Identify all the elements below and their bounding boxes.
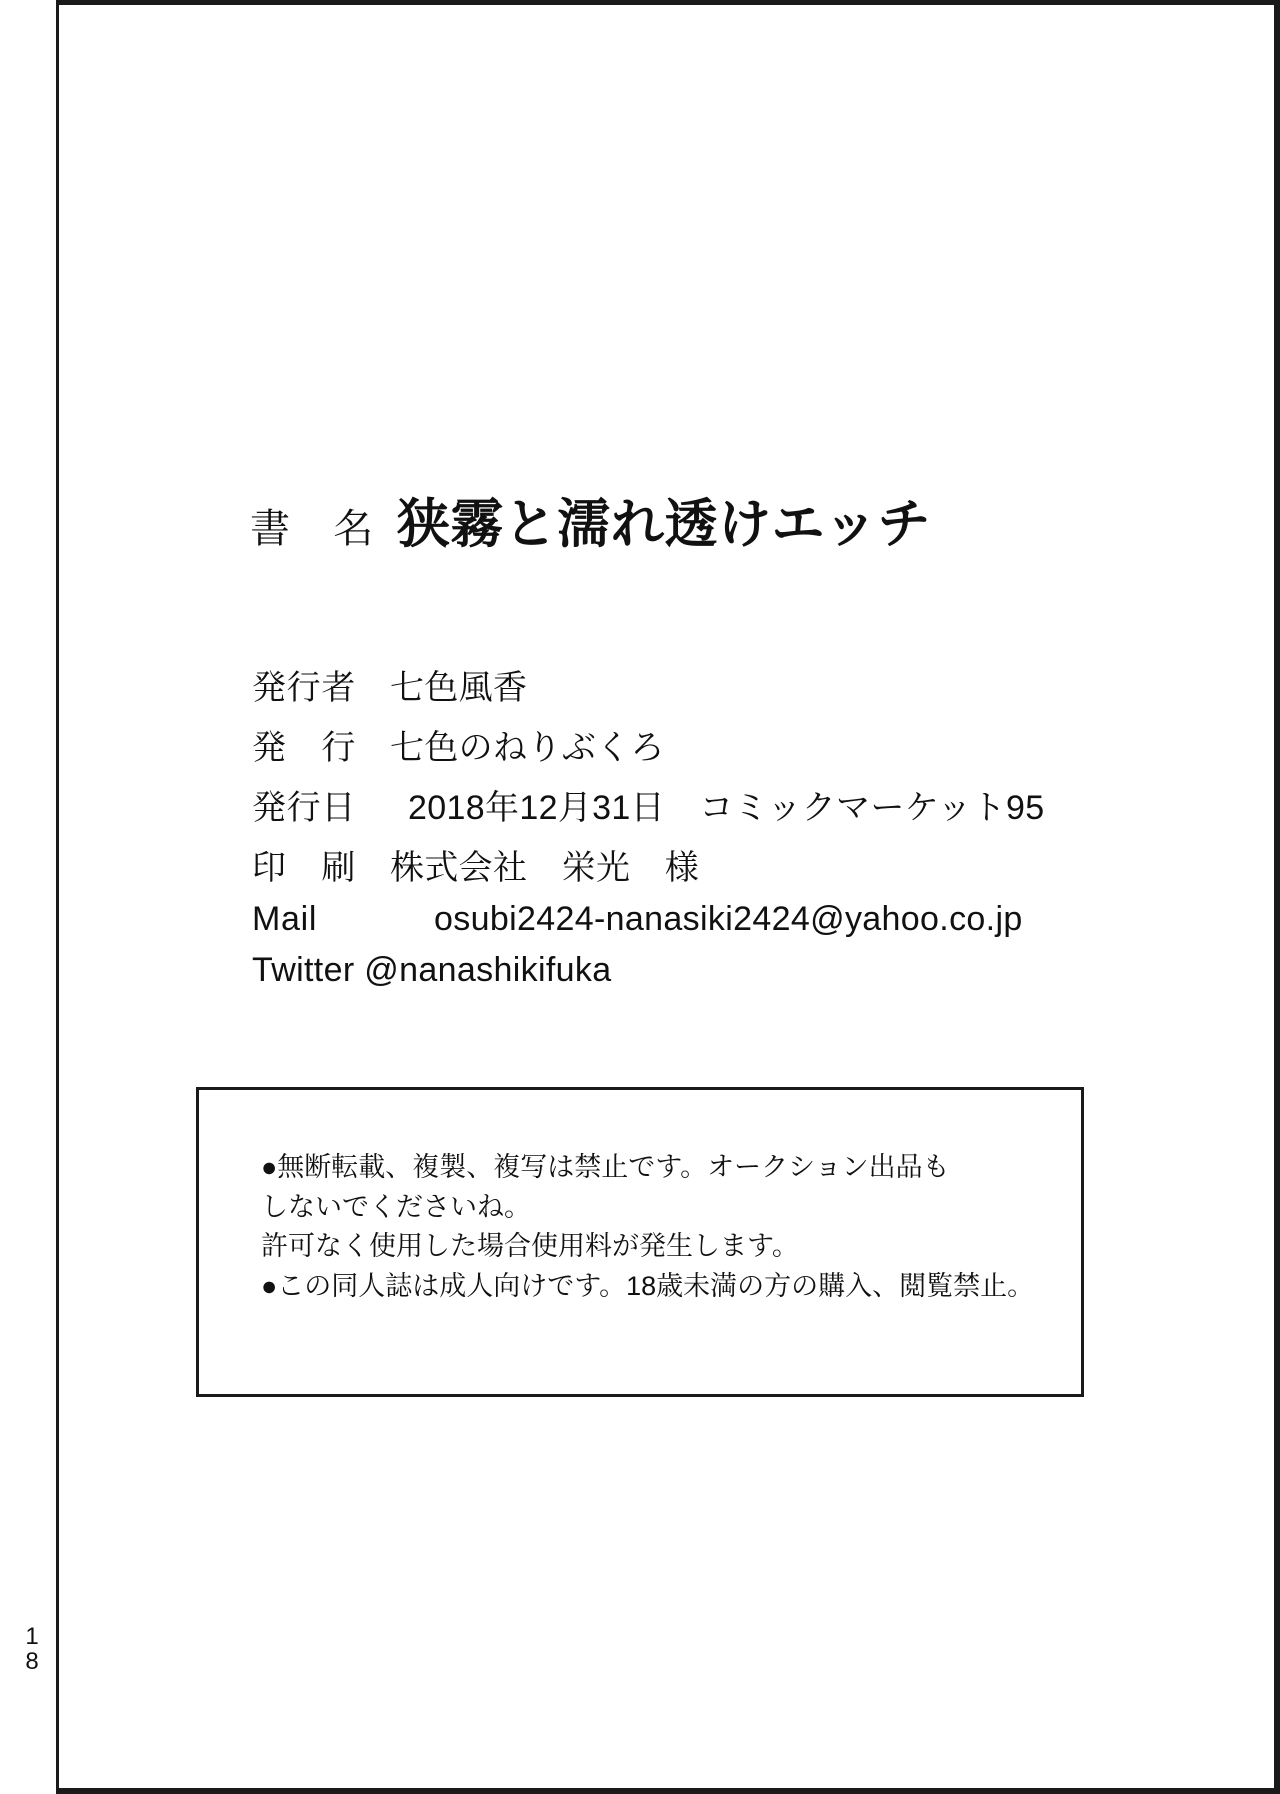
twitter-handle[interactable]: Twitter @nanashikifuka [252, 951, 612, 989]
colophon-label-mail: Mail [252, 900, 318, 938]
colophon-value-circle: 七色のねりぶくろ [390, 729, 665, 767]
page-number [16, 1624, 48, 1674]
page-title: 狭霧と濡れ透けエッチ [396, 495, 932, 554]
colophon-row-printer [252, 840, 1012, 889]
colophon-value-date: 2018年12月31日 コミックマーケット95 [408, 789, 1045, 827]
book-title-row [250, 482, 931, 558]
colophon-row-circle [252, 720, 1012, 769]
colophon-label-date: 発行日 [252, 789, 357, 827]
notice-line-2: しないでくださいね。 [261, 1191, 531, 1222]
colophon-block [252, 660, 1045, 1001]
colophon-value-mail[interactable]: osubi2424-nanasiki2424@yahoo.co.jp [434, 900, 1023, 938]
notice-text [199, 1090, 1081, 1307]
colophon-value-publisher: 七色風香 [390, 669, 528, 707]
colophon-value-printer: 株式会社 栄光 様 [390, 849, 700, 887]
colophon-row-publisher [252, 660, 1012, 709]
notice-line-3: 許可なく使用した場合使用料が発生します。 [261, 1231, 799, 1262]
notice-box [196, 1087, 1084, 1397]
colophon-row-date [252, 780, 1045, 829]
colophon-label-publisher: 発行者 [252, 669, 357, 707]
colophon-row-mail [252, 900, 1023, 939]
notice-line-1: ●無断転載、複製、複写は禁止です。オークション出品も [261, 1152, 950, 1182]
colophon-row-twitter [252, 951, 1012, 990]
page-number-digit-bottom: 8 [25, 1647, 39, 1675]
book-title-label: 書 名 [250, 507, 375, 551]
page-number-digit-top: 1 [25, 1622, 39, 1650]
colophon-label-circle: 発 行 [252, 729, 357, 767]
notice-line-4: ●この同人誌は成人向けです。18歳未満の方の購入、閲覧禁止。 [261, 1271, 1035, 1302]
colophon-label-printer: 印 刷 [252, 849, 357, 887]
